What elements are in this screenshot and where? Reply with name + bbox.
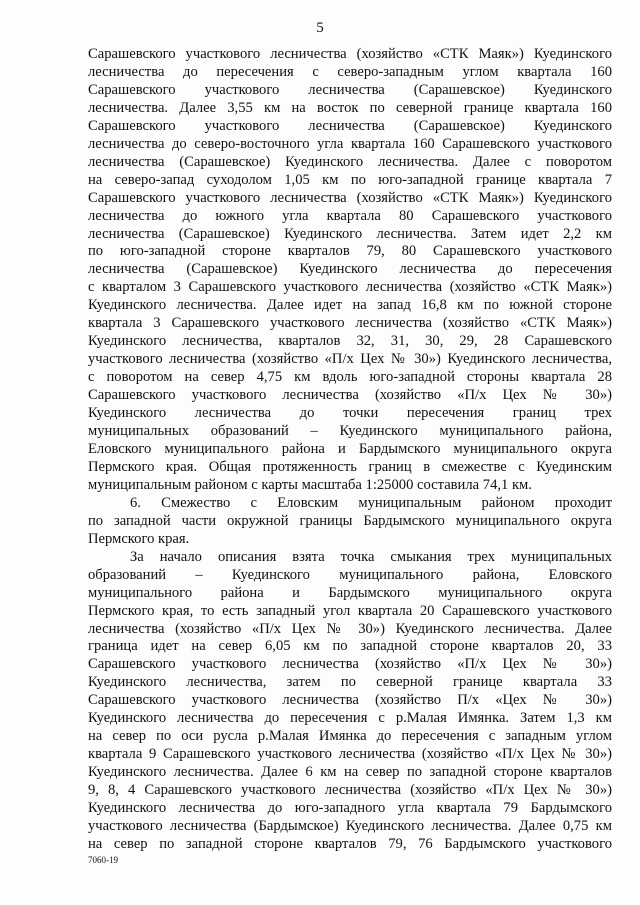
text-line: на северо-запад суходолом 1,05 км по юго-западной границе квартала 7 (88, 171, 612, 188)
text-line: квартала 3 Сарашевского участкового лесничества (хозяйство «СТК Маяк») (88, 315, 612, 332)
text-line: Куединского лесничества, кварталов 32, 31, 30, 29, 28 Сарашевского (88, 333, 612, 350)
text-line: Куединского лесничества до юго-западного угла квартала 79 Бардымского (88, 800, 612, 817)
text-line: по западной части окружной границы Бардымского муниципального округа (88, 512, 612, 529)
text-line: Сарашевского участкового лесничества (хозяйство П/х «Цех № 30») (88, 692, 612, 709)
text-line: Сарашевского участкового лесничества (Сарашевское) Куединского (88, 81, 612, 98)
text-line: участкового лесничества (хозяйство «П/х Цех № 30») Куединского лесничества, (88, 351, 612, 368)
text-line: на север по западной стороне кварталов 79, 76 Бардымского участкового (88, 835, 612, 852)
text-line: лесничества до северо-восточного угла квартала 160 Сарашевского участкового (88, 135, 612, 152)
text-line: лесничества (Сарашевское) Куединского лесничества. Затем идет 2,2 км (88, 225, 612, 242)
text-line: с кварталом 3 Сарашевского участкового лесничества (хозяйство «СТК Маяк») (88, 279, 612, 296)
text-line: лесничества (хозяйство «П/х Цех № 30») Куединского лесничества. Далее (88, 620, 612, 637)
text-line: лесничества до пересечения с северо-западным углом квартала 160 (88, 63, 612, 80)
text-line: Куединского лесничества, затем по северной границе квартала 33 (88, 674, 612, 691)
text-line: с поворотом на север 4,75 км вдоль юго-западной стороны квартала 28 (88, 369, 612, 386)
text-line: муниципальным районом с карты масштаба 1:25000 составила 74,1 км. (88, 476, 532, 493)
body-text (88, 46, 612, 854)
text-line: Куединского лесничества. Далее идет на запад 16,8 км по южной стороне (88, 297, 612, 314)
text-line: квартала 9 Сарашевского участкового лесничества (хозяйство «П/х Цех № 30») (88, 746, 612, 763)
text-line: лесничества (Сарашевское) Куединского лесничества до пересечения (88, 261, 612, 278)
text-line: участкового лесничества (Бардымское) Куединского лесничества. Далее 0,75 км (88, 817, 612, 834)
text-line: Куединского лесничества до пересечения с р.Малая Имянка. Затем 1,3 км (88, 710, 612, 727)
text-line: Сарашевского участкового лесничества (хозяйство «П/х Цех № 30») (88, 387, 612, 404)
text-line: муниципального района и Бардымского муниципального округа (88, 584, 612, 601)
text-line: Сарашевского участкового лесничества (хозяйство «П/х Цех № 30») (88, 656, 612, 673)
text-line: лесничества (Сарашевское) Куединского лесничества. Далее с поворотом (88, 153, 612, 170)
text-line: 6. Смежество с Еловским муниципальным районом проходит (130, 494, 612, 511)
text-line: За начало описания взята точка смыкания трех муниципальных (130, 548, 612, 565)
text-line: Еловского муниципального района и Бардымского муниципального округа (88, 440, 612, 457)
text-line: муниципальных образований – Куединского муниципального района, (88, 423, 612, 440)
page-number: 5 (316, 20, 324, 36)
text-line: лесничества. Далее 3,55 км на восток по северной границе квартала 160 (88, 99, 612, 116)
text-line: Пермского края. Общая протяженность границ в смежестве с Куединским (88, 458, 612, 475)
text-line: образований – Куединского муниципального района, Еловского (88, 566, 612, 583)
text-line: лесничества до южного угла квартала 80 Сарашевского участкового (88, 207, 612, 224)
text-line: Сарашевского участкового лесничества (хозяйство «СТК Маяк») Куединского (88, 46, 612, 62)
text-line: на север по оси русла р.Малая Имянка до пересечения с западным углом (88, 728, 612, 745)
text-line: Сарашевского участкового лесничества (хозяйство «СТК Маяк») Куединского (88, 189, 612, 206)
text-line: по юго-западной стороне кварталов 79, 80 Сарашевского участкового (88, 243, 612, 260)
footer-document-code: 7060-19 (88, 855, 118, 865)
text-line: 9, 8, 4 Сарашевского участкового лесничества (хозяйство «П/х Цех № 30») (88, 782, 612, 799)
text-line: граница идет на север 6,05 км по западной стороне кварталов 20, 33 (88, 638, 612, 655)
text-line: Куединского лесничества до точки пересечения границ трех (88, 405, 612, 422)
text-line: Пермского края, то есть западный угол квартала 20 Сарашевского участкового (88, 602, 612, 619)
text-line: Пермского края. (88, 530, 190, 547)
text-line: Сарашевского участкового лесничества (Сарашевское) Куединского (88, 117, 612, 134)
text-line: Куединского лесничества. Далее 6 км на север по западной стороне кварталов (88, 764, 612, 781)
